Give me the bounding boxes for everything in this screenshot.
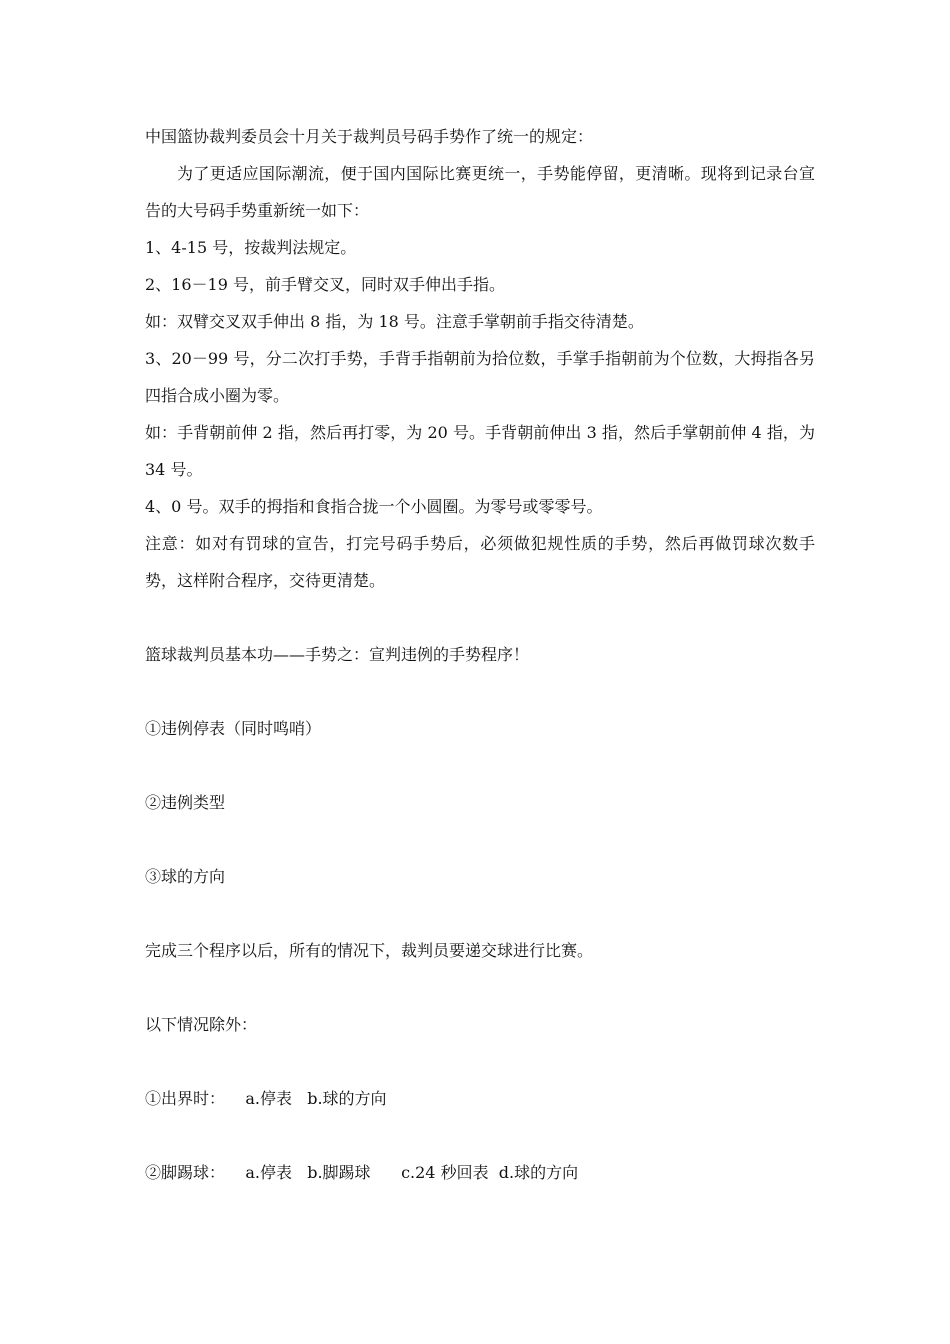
spacer <box>145 747 815 784</box>
rule-4: 4、0 号。双手的拇指和食指合拢一个小圆圈。为零号或零零号。 <box>145 497 603 516</box>
notice-title: 中国篮协裁判委员会十月关于裁判员号码手势作了统一的规定： <box>145 127 594 146</box>
completion-note: 完成三个程序以后，所有的情况下，裁判员要递交球进行比赛。 <box>145 941 594 960</box>
note-paragraph: 注意：如对有罚球的宣告，打完号码手势后，必须做犯规性质的手势，然后再做罚球次数手势，这样附合程序，交待更清楚。 <box>145 534 815 590</box>
rule-2-example: 如：双臂交叉双手伸出 8 指，为 18 号。注意手掌朝前手指交待清楚。 <box>145 312 644 331</box>
intro-paragraph: 为了更适应国际潮流，便于国内国际比赛更统一，手势能停留，更清晰。现将到记录台宣告的大号码手势重新统一如下： <box>145 164 815 220</box>
spacer <box>145 821 815 858</box>
document-body <box>145 118 821 1191</box>
spacer <box>145 895 815 932</box>
rule-2: 2、16－19 号，前手臂交叉，同时双手伸出手指。 <box>145 275 505 294</box>
rule-3-example: 如：手背朝前伸 2 指，然后再打零，为 20 号。手背朝前伸出 3 指，然后手掌朝前伸 4 指，为 34 号。 <box>145 423 821 479</box>
spacer <box>145 969 815 1006</box>
exception-kick-ball: ②脚踢球： a.停表 b.脚踢球 c.24 秒回表 d.球的方向 <box>145 1163 579 1182</box>
spacer <box>145 1117 815 1154</box>
step-2: ②违例类型 <box>145 793 226 812</box>
exceptions-heading: 以下情况除外： <box>145 1015 258 1034</box>
rule-1: 1、4-15 号，按裁判法规定。 <box>145 238 357 257</box>
section-title: 篮球裁判员基本功——手势之：宣判违例的手势程序！ <box>145 645 530 664</box>
spacer <box>145 673 815 710</box>
spacer <box>145 599 815 636</box>
spacer <box>145 1043 815 1080</box>
rule-3: 3、20－99 号，分二次打手势，手背手指朝前为拾位数，手掌手指朝前为个位数，大拇指各另四指合成小圈为零。 <box>145 349 815 405</box>
step-1: ①违例停表（同时鸣哨） <box>145 719 322 738</box>
exception-out-of-bounds: ①出界时： a.停表 b.球的方向 <box>145 1089 387 1108</box>
step-3: ③球的方向 <box>145 867 226 886</box>
